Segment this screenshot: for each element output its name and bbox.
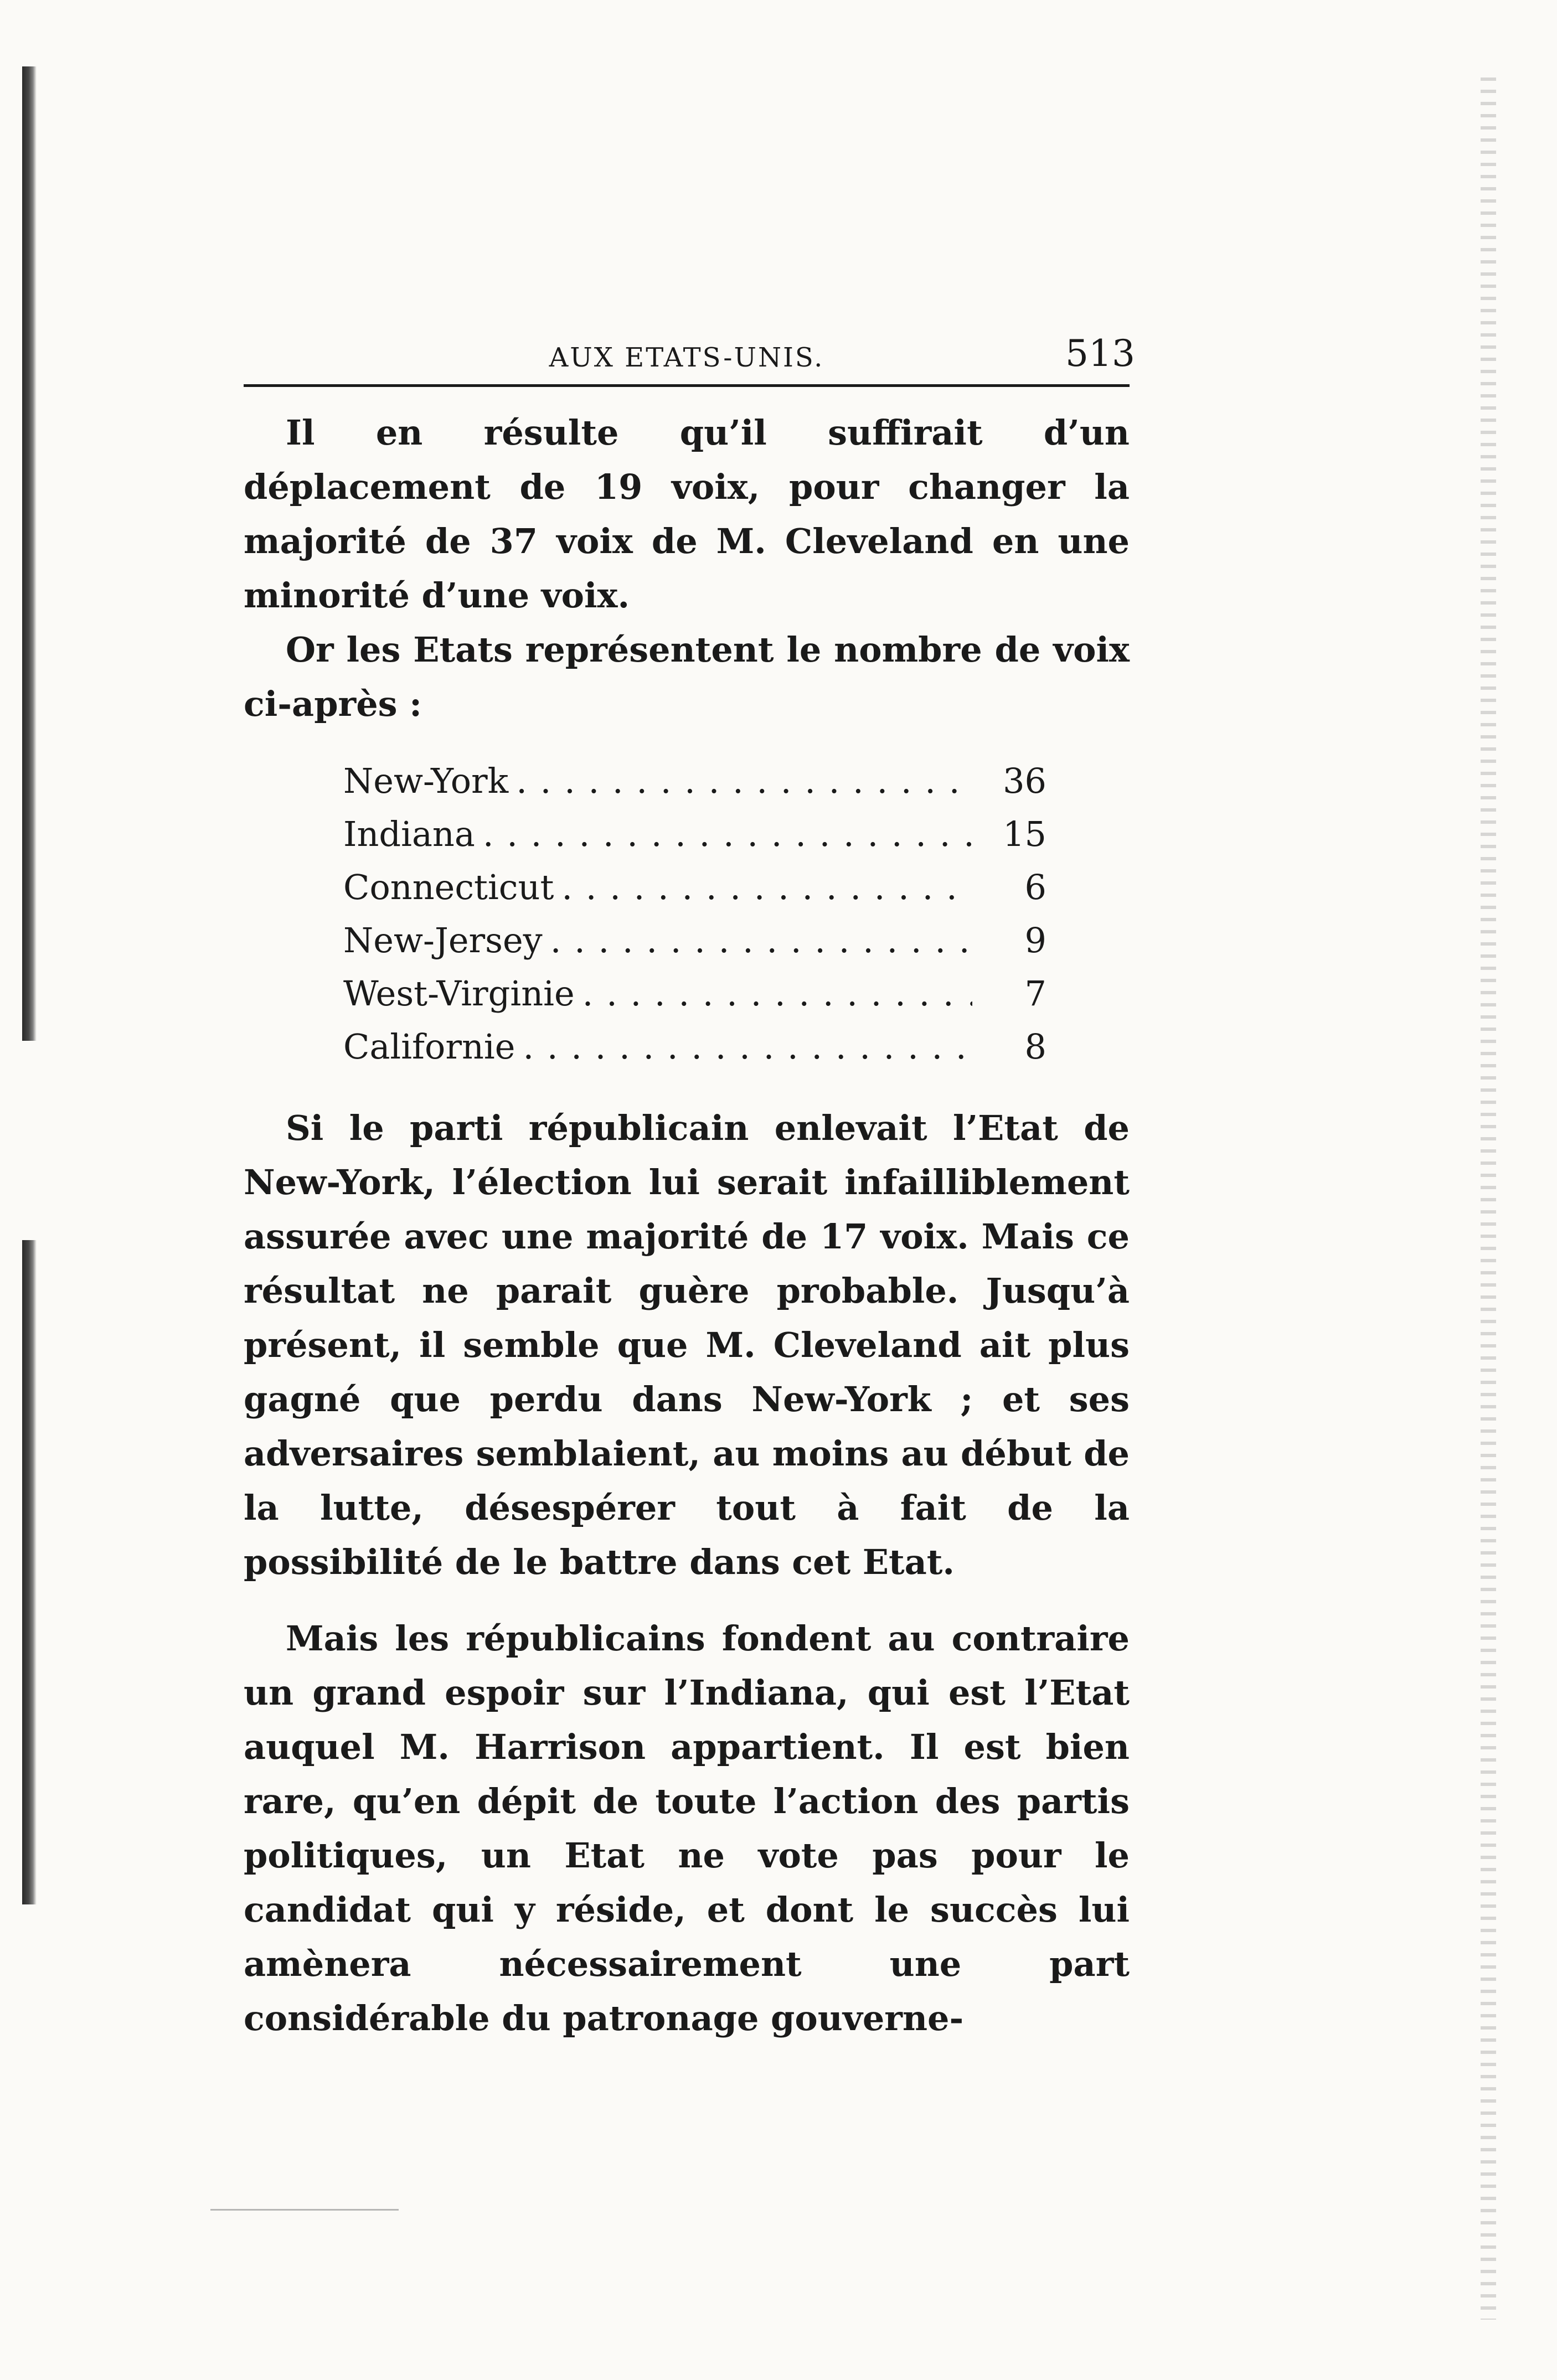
state-name: New-Jersey bbox=[343, 920, 543, 961]
table-row bbox=[343, 967, 1046, 1020]
scan-edge-gap bbox=[22, 1041, 44, 1240]
table-row bbox=[343, 914, 1046, 967]
state-name: Connecticut bbox=[343, 867, 554, 907]
scan-mark-line bbox=[210, 2209, 399, 2211]
vote-count: 6 bbox=[1024, 867, 1046, 907]
table-row bbox=[343, 755, 1046, 808]
state-name: West-Virginie bbox=[343, 973, 575, 1014]
scan-edge-left bbox=[22, 66, 37, 1904]
vote-count: 7 bbox=[1024, 973, 1046, 1014]
vote-count: 9 bbox=[1024, 920, 1046, 961]
running-head-title: AUX ETATS-UNIS. bbox=[549, 342, 824, 373]
dot-leader bbox=[561, 861, 972, 914]
table-row bbox=[343, 1020, 1046, 1073]
header-rule bbox=[244, 384, 1130, 387]
table-row bbox=[343, 808, 1046, 861]
table-row bbox=[343, 861, 1046, 914]
dot-leader bbox=[550, 914, 972, 967]
state-name: Californie bbox=[343, 1026, 515, 1067]
vote-count: 8 bbox=[1024, 1026, 1046, 1067]
scan-edge-right bbox=[1481, 78, 1496, 2320]
vote-count: 15 bbox=[1003, 814, 1046, 854]
electoral-votes-table bbox=[343, 755, 1046, 1073]
state-name: New-York bbox=[343, 761, 509, 801]
state-name: Indiana bbox=[343, 814, 475, 854]
dot-leader bbox=[523, 1020, 972, 1073]
paragraph-4: Mais les républicains fondent au contraire un grand espoir sur l’Indiana, qui est l’Etat auquel M. Harrison appartient. Il est bien rare, qu’en dépit de toute l’action des partis politiques, un Etat ne vote pas pour le candidat qui y réside, et dont le succès lui amènera nécessairement une part considérable du patronage gouverne- bbox=[244, 1618, 1130, 2038]
dot-leader bbox=[516, 755, 972, 808]
page-number: 513 bbox=[1065, 332, 1135, 375]
paragraph-3: Si le parti républicain enlevait l’Etat de New-York, l’élection lui serait infailliblement assurée avec une majorité de 17 voix. Mais ce résultat ne parait guère probable. Jusqu’à présent, il semble que M. Cleveland ait plus gagné que perdu dans New-York ; et ses adversaires semblaient, au moins au début de la lutte, désespérer tout à fait de la possibilité de le battre dans cet Etat. bbox=[244, 1108, 1130, 1582]
paragraph-2: Or les Etats représentent le nombre de voix ci-après : bbox=[244, 629, 1130, 724]
vote-count: 36 bbox=[1003, 761, 1046, 801]
page-content bbox=[244, 332, 1135, 2046]
paragraph-1: Il en résulte qu’il suffirait d’un déplacement de 19 voix, pour changer la majorité de 37 voix de M. Cleveland en une minorité d’une voix. bbox=[244, 412, 1130, 616]
dot-leader bbox=[483, 808, 972, 861]
running-head bbox=[244, 332, 1135, 382]
dot-leader bbox=[582, 967, 972, 1020]
